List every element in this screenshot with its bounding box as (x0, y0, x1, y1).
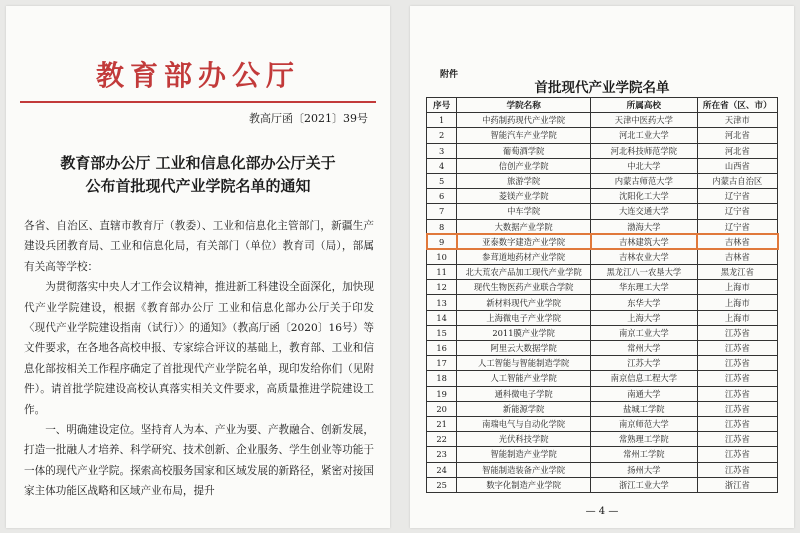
table-cell: 江苏省 (697, 447, 777, 462)
table-cell: 24 (427, 462, 457, 477)
table-row (427, 158, 778, 173)
table-cell: 山西省 (697, 158, 777, 173)
column-header: 所属高校 (591, 98, 698, 113)
table-row (427, 280, 778, 295)
table-cell: 华东理工大学 (591, 280, 698, 295)
table-cell: 南京师范大学 (591, 416, 698, 431)
table-row (427, 234, 778, 249)
table-row (427, 265, 778, 280)
table-row (427, 113, 778, 128)
table-row (427, 401, 778, 416)
table-header-row (427, 98, 778, 113)
table-cell: 东华大学 (591, 295, 698, 310)
table-cell: 12 (427, 280, 457, 295)
table-cell: 20 (427, 401, 457, 416)
table-cell: 新材料现代产业学院 (457, 295, 591, 310)
table-cell: 江苏省 (697, 401, 777, 416)
table-cell: 22 (427, 432, 457, 447)
table-cell: 黑龙江八一农垦大学 (591, 265, 698, 280)
table-cell: 辽宁省 (697, 219, 777, 234)
table-row (427, 173, 778, 188)
table-row (427, 477, 778, 492)
table-row (427, 295, 778, 310)
table-row (427, 219, 778, 234)
table-cell: 河北工业大学 (591, 128, 698, 143)
table-cell: 江苏省 (697, 386, 777, 401)
table-cell: 辽宁省 (697, 204, 777, 219)
table-cell: 上海大学 (591, 310, 698, 325)
table-cell: 16 (427, 341, 457, 356)
table-row (427, 432, 778, 447)
table-cell: 南京信息工程大学 (591, 371, 698, 386)
table-cell: 9 (427, 234, 457, 249)
table-cell: 参茸道地药材产业学院 (457, 249, 591, 264)
table-row (427, 416, 778, 431)
table-cell: 河北科技师范学院 (591, 143, 698, 158)
document-number: 教高厅函〔2021〕39号 (249, 112, 368, 125)
table-cell: 吉林省 (697, 234, 777, 249)
table-cell: 常州工学院 (591, 447, 698, 462)
table-cell: 1 (427, 113, 457, 128)
table-cell: 上海市 (697, 310, 777, 325)
table-cell: 智能汽车产业学院 (457, 128, 591, 143)
table-cell: 数字化制造产业学院 (457, 477, 591, 492)
notice-title-line: 公布首批现代产业学院名单的通知 (85, 177, 311, 195)
table-cell: 吉林农业大学 (591, 249, 698, 264)
table-cell: 4 (427, 158, 457, 173)
table-cell: 中车学院 (457, 204, 591, 219)
table-cell: 19 (427, 386, 457, 401)
college-list-table (426, 97, 778, 493)
table-cell: 阿里云大数据学院 (457, 341, 591, 356)
page-number: — 4 — (585, 506, 619, 517)
table-cell: 14 (427, 310, 457, 325)
table-cell: 江苏省 (697, 462, 777, 477)
notice-title-line: 教育部办公厅 工业和信息化部办公厅关于 (60, 154, 336, 172)
table-cell: 内蒙古自治区 (697, 173, 777, 188)
table-cell: 中北大学 (591, 158, 698, 173)
paragraph: 为贯彻落实中央人才工作会议精神，推进新工科建设全面深化，加快现代产业学院建设，根据《教育部办公厅 工业和信息化部办公厅关于印发〈现代产业学院建设指南（试行）〉的通知》（教高厅函〔2020〕16号）等文件要求，在各地各高校申报、专家综合评议的基础上，教育部、工业和信息化部按相关工作程序确定了首批现代产业学院名单，现印发给你们（见附件）。请首批学院建设高校认真落实相关文件要求，高质量推进学院建设工作。 (24, 281, 374, 416)
column-header: 学院名称 (457, 98, 591, 113)
table-cell: 人工智能产业学院 (457, 371, 591, 386)
addressee: 各省、自治区、直辖市教育厅（教委）、工业和信息化主管部门，新疆生产建设兵团教育局、工业和信息化局，有关部门（单位）教育司（局），部属有关高等学校： (24, 220, 374, 273)
table-title: 首批现代产业学院名单 (534, 80, 670, 96)
table-row (427, 371, 778, 386)
table-row (427, 462, 778, 477)
table-cell: 上海微电子产业学院 (457, 310, 591, 325)
table-cell: 常熟理工学院 (591, 432, 698, 447)
table-cell: 黑龙江省 (697, 265, 777, 280)
table-cell: 南京工业大学 (591, 325, 698, 340)
table-cell: 浙江工业大学 (591, 477, 698, 492)
table-row (427, 189, 778, 204)
table-cell: 21 (427, 416, 457, 431)
table-cell: 2 (427, 128, 457, 143)
table-cell: 大数据产业学院 (457, 219, 591, 234)
table-cell: 人工智能与智能制造学院 (457, 356, 591, 371)
table-cell: 5 (427, 173, 457, 188)
table-row (427, 128, 778, 143)
table-cell: 光伏科技学院 (457, 432, 591, 447)
table-cell: 葡萄酒学院 (457, 143, 591, 158)
table-cell: 智能制造装备产业学院 (457, 462, 591, 477)
column-header: 所在省（区、市） (697, 98, 777, 113)
table-row (427, 325, 778, 340)
table-cell: 天津中医药大学 (591, 113, 698, 128)
table-cell: 信创产业学院 (457, 158, 591, 173)
table-cell: 25 (427, 477, 457, 492)
table-cell: 南瑞电气与自动化学院 (457, 416, 591, 431)
table-cell: 内蒙古师范大学 (591, 173, 698, 188)
table-row (427, 310, 778, 325)
red-divider (20, 101, 376, 103)
table-cell: 上海市 (697, 295, 777, 310)
table-cell: 智能制造产业学院 (457, 447, 591, 462)
table-cell: 南通大学 (591, 386, 698, 401)
table-cell: 辽宁省 (697, 189, 777, 204)
table-cell: 7 (427, 204, 457, 219)
table-cell: 扬州大学 (591, 462, 698, 477)
table-cell: 常州大学 (591, 341, 698, 356)
table-cell: 江苏省 (697, 432, 777, 447)
office-title: 教育部办公厅 (95, 59, 300, 92)
table-cell: 10 (427, 249, 457, 264)
table-cell: 中药制药现代产业学院 (457, 113, 591, 128)
attachment-label: 附件 (440, 70, 459, 80)
table-row (427, 386, 778, 401)
table-row (427, 447, 778, 462)
table-cell: 2011膜产业学院 (457, 325, 591, 340)
table-cell: 河北省 (697, 143, 777, 158)
table-row (427, 356, 778, 371)
table-cell: 18 (427, 371, 457, 386)
column-header: 序号 (427, 98, 457, 113)
notice-page (6, 6, 390, 528)
table-cell: 吉林建筑大学 (591, 234, 698, 249)
table-cell: 沈阳化工大学 (591, 189, 698, 204)
table-row (427, 341, 778, 356)
table-cell: 菱镁产业学院 (457, 189, 591, 204)
table-cell: 新能源学院 (457, 401, 591, 416)
table-cell: 江苏省 (697, 416, 777, 431)
table-cell: 8 (427, 219, 457, 234)
notice-title (26, 152, 370, 198)
notice-body (24, 216, 374, 502)
paragraph: 一、明确建设定位。坚持育人为本、产业为要、产教融合、创新发展，打造一批融人才培养、科学研究、技术创新、企业服务、学生创业等功能于一体的现代产业学院。探索高校服务国家和区域发展的新路径，紧密对接国家主体功能区战略和区域产业布局，提升 (24, 424, 374, 498)
table-cell: 亚泰数字建造产业学院 (457, 234, 591, 249)
table-cell: 13 (427, 295, 457, 310)
table-cell: 上海市 (697, 280, 777, 295)
table-cell: 天津市 (697, 113, 777, 128)
table-row (427, 249, 778, 264)
table-row (427, 143, 778, 158)
table-cell: 15 (427, 325, 457, 340)
table-cell: 江苏省 (697, 371, 777, 386)
table-row (427, 204, 778, 219)
table-cell: 江苏大学 (591, 356, 698, 371)
table-cell: 6 (427, 189, 457, 204)
table-cell: 北大荒农产品加工现代产业学院 (457, 265, 591, 280)
table-cell: 河北省 (697, 128, 777, 143)
table-cell: 江苏省 (697, 341, 777, 356)
table-cell: 现代生物医药产业联合学院 (457, 280, 591, 295)
attachment-page (410, 6, 794, 528)
table-cell: 旅游学院 (457, 173, 591, 188)
table-cell: 大连交通大学 (591, 204, 698, 219)
table-cell: 23 (427, 447, 457, 462)
table-cell: 吉林省 (697, 249, 777, 264)
table-cell: 江苏省 (697, 325, 777, 340)
table-cell: 通科微电子学院 (457, 386, 591, 401)
table-cell: 浙江省 (697, 477, 777, 492)
table-cell: 江苏省 (697, 356, 777, 371)
table-body (427, 113, 778, 493)
table-cell: 盐城工学院 (591, 401, 698, 416)
table-cell: 17 (427, 356, 457, 371)
table-cell: 11 (427, 265, 457, 280)
table-cell: 3 (427, 143, 457, 158)
table-cell: 渤海大学 (591, 219, 698, 234)
